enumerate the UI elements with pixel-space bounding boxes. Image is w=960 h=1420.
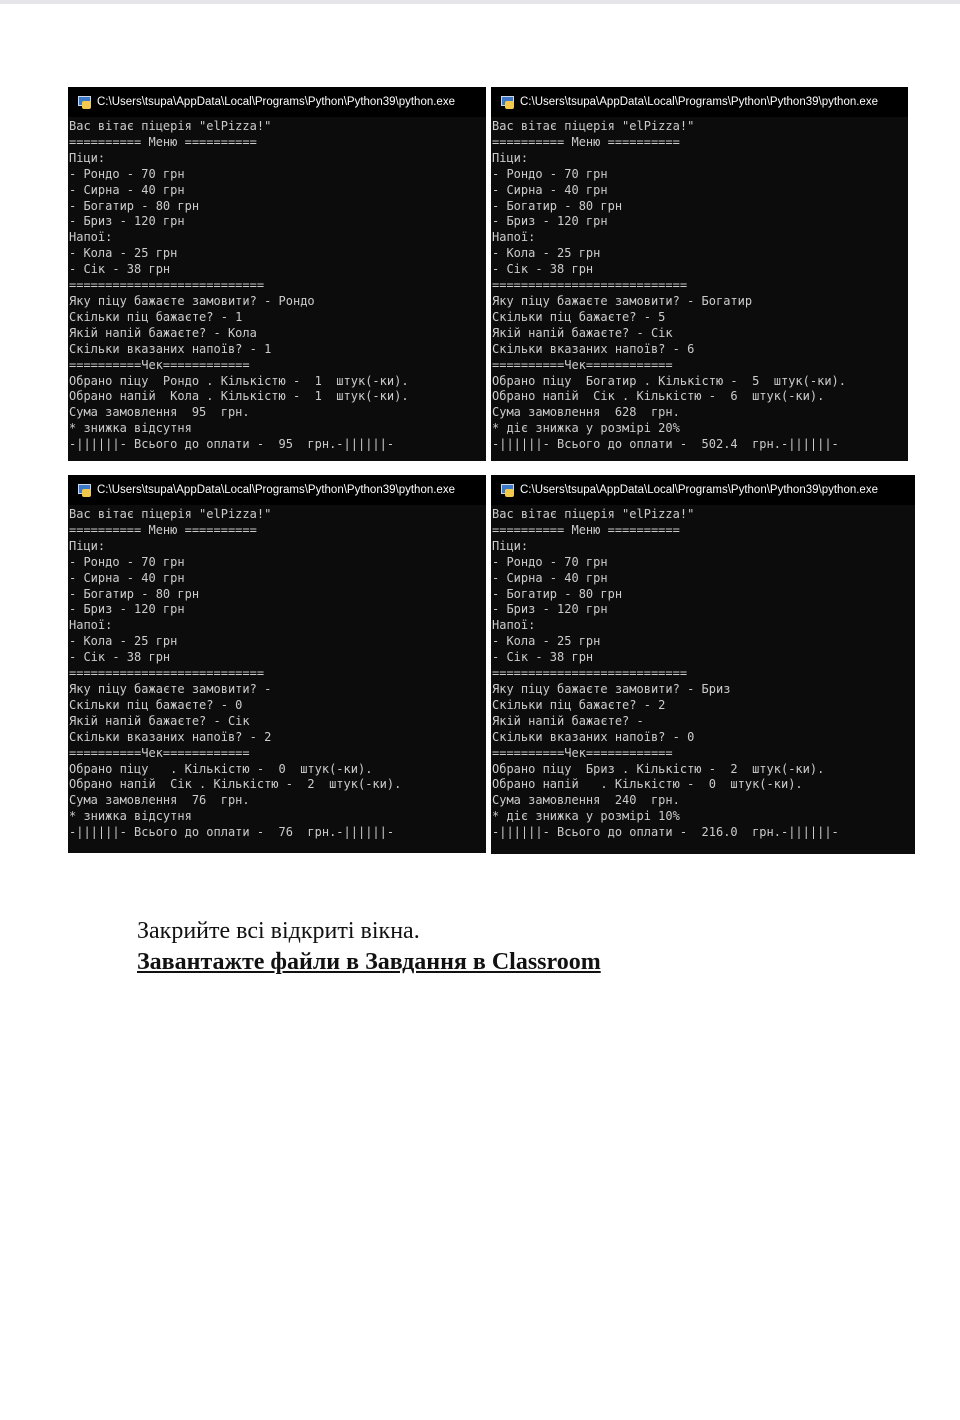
console-line: ==========Чек============ — [69, 745, 250, 760]
console-titlebar[interactable] — [491, 475, 915, 505]
console-line: - Сирна - 40 грн — [492, 182, 608, 197]
console-line: =========================== — [69, 278, 265, 293]
console-line: Напої: — [69, 618, 113, 633]
python-icon — [501, 484, 514, 497]
console-line: * знижка відсутня — [69, 421, 192, 436]
console-line: - Богатир - 80 грн — [69, 586, 200, 601]
console-line: - Бриз - 120 грн — [492, 214, 608, 229]
console-line: Якій напій бажаєте? - — [492, 713, 644, 728]
console-line: - Богатир - 80 грн — [492, 198, 623, 213]
console-line: =========================== — [492, 666, 688, 681]
console-output — [68, 505, 486, 841]
console-line: - Сік - 38 грн — [492, 262, 594, 277]
console-line: ========== Меню ========== — [492, 134, 680, 149]
console-line: ========== Меню ========== — [492, 522, 680, 537]
console-line: Сума замовлення 240 грн. — [492, 793, 680, 808]
console-line: Скільки піц бажаєте? - 0 — [69, 697, 243, 712]
console-line: Сума замовлення 95 грн. — [69, 405, 250, 420]
console-output — [68, 117, 486, 453]
console-line: Вас вітає піцерія "elPizza!" — [492, 119, 695, 133]
console-window-2[interactable] — [491, 87, 908, 461]
console-line: Обрано піцу Рондо . Кількістю - 1 штук(-ки). — [69, 373, 409, 388]
console-line: - Рондо - 70 грн — [492, 554, 608, 569]
console-line: Піци: — [492, 538, 529, 553]
console-line: ==========Чек============ — [492, 357, 673, 372]
instruction-close-windows: Закрийте всі відкриті вікна. — [137, 918, 420, 944]
console-line: * діє знижка у розмірі 20% — [492, 421, 680, 436]
console-line: Яку піцу бажаєте замовити? - — [69, 681, 272, 696]
console-line: Обрано піцу Бриз . Кількістю - 2 штук(-ки). — [492, 761, 825, 776]
console-line: - Бриз - 120 грн — [69, 602, 185, 617]
console-line: =========================== — [69, 666, 265, 681]
console-line: Обрано напій Кола . Кількістю - 1 штук(-ки). — [69, 389, 409, 404]
instructions-block — [137, 916, 601, 978]
console-line: Яку піцу бажаєте замовити? - Рондо — [69, 293, 315, 308]
console-line: Скільки піц бажаєте? - 1 — [69, 309, 243, 324]
console-line: Сума замовлення 76 грн. — [69, 793, 250, 808]
console-line: Скільки вказаних напоїв? - 0 — [492, 729, 695, 744]
python-icon — [501, 96, 514, 109]
page-top-bar — [0, 0, 960, 4]
console-line: Вас вітає піцерія "elPizza!" — [69, 119, 272, 133]
console-line: Напої: — [492, 618, 536, 633]
console-title: C:\Users\tsupa\AppData\Local\Programs\Python\Python39\python.exe — [520, 96, 878, 108]
console-line: Вас вітає піцерія "elPizza!" — [69, 507, 272, 521]
console-window-1[interactable] — [68, 87, 486, 461]
console-line: Скільки вказаних напоїв? - 1 — [69, 341, 272, 356]
console-line: Якій напій бажаєте? - Сік — [69, 713, 250, 728]
console-line: - Сирна - 40 грн — [69, 182, 185, 197]
console-line: Скільки вказаних напоїв? - 2 — [69, 729, 272, 744]
console-line: ==========Чек============ — [69, 357, 250, 372]
console-line: Сума замовлення 628 грн. — [492, 405, 680, 420]
console-line: - Кола - 25 грн — [69, 634, 178, 649]
console-line: Скільки піц бажаєте? - 2 — [492, 697, 666, 712]
python-icon — [78, 96, 91, 109]
console-output — [491, 117, 908, 453]
console-line: - Богатир - 80 грн — [69, 198, 200, 213]
console-line: - Рондо - 70 грн — [69, 554, 185, 569]
console-line: - Богатир - 80 грн — [492, 586, 623, 601]
console-line: Яку піцу бажаєте замовити? - Богатир — [492, 293, 753, 308]
console-line: Обрано напій Сік . Кількістю - 6 штук(-ки). — [492, 389, 825, 404]
console-line: - Рондо - 70 грн — [492, 166, 608, 181]
console-line: Обрано напій Сік . Кількістю - 2 штук(-ки). — [69, 777, 402, 792]
console-line: - Бриз - 120 грн — [69, 214, 185, 229]
console-line: Скільки вказаних напоїв? - 6 — [492, 341, 695, 356]
console-line: - Кола - 25 грн — [492, 634, 601, 649]
console-line: -||||||- Всього до оплати - 76 грн.-||||||- — [69, 825, 395, 840]
console-line: =========================== — [492, 278, 688, 293]
console-line: - Кола - 25 грн — [492, 246, 601, 261]
console-line: - Бриз - 120 грн — [492, 602, 608, 617]
console-line: * знижка відсутня — [69, 809, 192, 824]
console-line: Напої: — [492, 230, 536, 245]
console-line: ========== Меню ========== — [69, 134, 257, 149]
console-line: Якій напій бажаєте? - Кола — [69, 325, 257, 340]
console-line: Яку піцу бажаєте замовити? - Бриз — [492, 681, 731, 696]
console-line: Скільки піц бажаєте? - 5 — [492, 309, 666, 324]
console-line: - Рондо - 70 грн — [69, 166, 185, 181]
console-line: -||||||- Всього до оплати - 216.0 грн.-||||||- — [492, 825, 839, 840]
console-titlebar[interactable] — [68, 475, 486, 505]
console-window-3[interactable] — [68, 475, 486, 853]
instruction-upload-files: Завантажте файли в Завдання в Classroom — [137, 949, 601, 975]
console-line: -||||||- Всього до оплати - 95 грн.-||||||- — [69, 437, 395, 452]
console-line: Обрано напій . Кількістю - 0 штук(-ки). — [492, 777, 803, 792]
console-line: * діє знижка у розмірі 10% — [492, 809, 680, 824]
console-line: - Сирна - 40 грн — [492, 570, 608, 585]
console-output — [491, 505, 915, 841]
python-icon — [78, 484, 91, 497]
console-line: Вас вітає піцерія "elPizza!" — [492, 507, 695, 521]
console-line: Обрано піцу . Кількістю - 0 штук(-ки). — [69, 761, 373, 776]
console-line: - Сік - 38 грн — [492, 650, 594, 665]
console-title: C:\Users\tsupa\AppData\Local\Programs\Python\Python39\python.exe — [97, 96, 455, 108]
console-line: Піци: — [69, 538, 106, 553]
console-line: - Сік - 38 грн — [69, 650, 171, 665]
console-line: - Сік - 38 грн — [69, 262, 171, 277]
console-line: Напої: — [69, 230, 113, 245]
console-titlebar[interactable] — [68, 87, 486, 117]
console-titlebar[interactable] — [491, 87, 908, 117]
console-line: Якій напій бажаєте? - Сік — [492, 325, 673, 340]
console-title: C:\Users\tsupa\AppData\Local\Programs\Python\Python39\python.exe — [97, 484, 455, 496]
console-line: ========== Меню ========== — [69, 522, 257, 537]
console-line: Обрано піцу Богатир . Кількістю - 5 штук(-ки). — [492, 373, 847, 388]
console-line: - Сирна - 40 грн — [69, 570, 185, 585]
console-line: -||||||- Всього до оплати - 502.4 грн.-||||||- — [492, 437, 839, 452]
console-line: - Кола - 25 грн — [69, 246, 178, 261]
console-window-4[interactable] — [491, 475, 915, 854]
console-title: C:\Users\tsupa\AppData\Local\Programs\Python\Python39\python.exe — [520, 484, 878, 496]
console-line: Піци: — [492, 150, 529, 165]
console-line: ==========Чек============ — [492, 745, 673, 760]
console-line: Піци: — [69, 150, 106, 165]
